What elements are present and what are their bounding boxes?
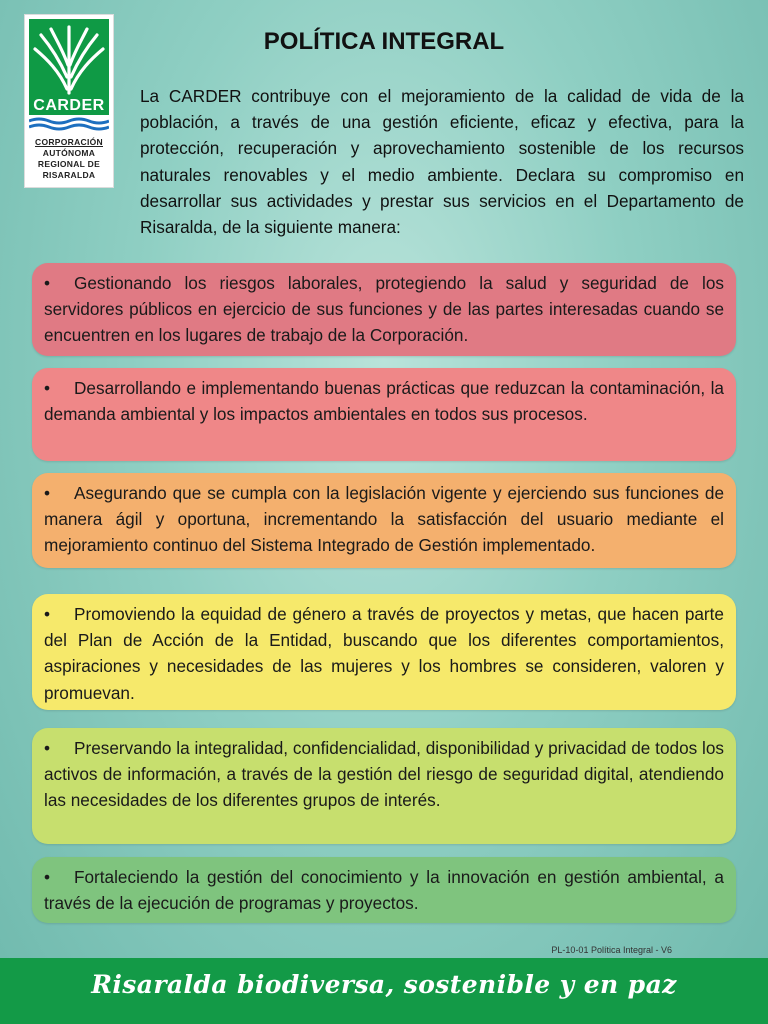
bullet-icon: • <box>44 273 51 293</box>
intro-paragraph: La CARDER contribuye con el mejoramiento de la calidad de vida de la población, a través de una gestión eficiente, eficaz y efectiva, para la protección, recuperación y aprovechamiento sostenible de los recursos naturales renovables y el medio ambiente. Declara su compromiso en desarrollar sus actividades y prestar sus servicios en el Departamento de Risaralda, de la siguiente manera: <box>140 86 744 238</box>
document-code: PL-10-01 Política Integral - V6 <box>551 945 672 955</box>
logo-subtitle-line: RISARALDA <box>42 170 96 180</box>
policy-item-text: Fortaleciendo la gestión del conocimiento y la innovación en gestión ambiental, a través de la ejecución de programas y proyectos. <box>44 867 724 914</box>
policy-item <box>32 368 736 461</box>
bullet-icon: • <box>44 483 51 503</box>
policy-item <box>32 594 736 710</box>
policy-item <box>32 263 736 356</box>
footer-band <box>0 958 768 1024</box>
bullet-icon: • <box>44 867 51 887</box>
logo-subtitle-line: AUTÓNOMA <box>42 148 96 158</box>
policy-item-text: Asegurando que se cumpla con la legislación vigente y ejerciendo sus funciones de manera ágil y oportuna, incrementando la satisfacción del usuario mediante el mejoramiento continuo del Sistema Integrado de Gestión implementado. <box>44 483 724 556</box>
carder-logo <box>24 14 114 188</box>
policy-item-text: Promoviendo la equidad de género a través de proyectos y metas, que hacen parte del Plan de Acción de la Entidad, buscando que los diferentes comportamientos, aspiraciones y necesidades de las mujeres y los hombres se consideren, valoren y promuevan. <box>44 604 724 703</box>
bullet-icon: • <box>44 738 51 758</box>
logo-subtitle <box>29 137 109 181</box>
policy-item <box>32 728 736 844</box>
bullet-icon: • <box>44 604 51 624</box>
page-title: POLÍTICA INTEGRAL <box>263 28 505 55</box>
policy-item-text: Gestionando los riesgos laborales, protegiendo la salud y seguridad de los servidores públicos en ejercicio de sus funciones y de las partes interesadas cuando se encuentren en los lugares de trabajo de la Corporación. <box>44 273 724 346</box>
policy-item <box>32 857 736 923</box>
leaf-emblem-icon <box>29 19 109 99</box>
slogan: Risaralda biodiversa, sostenible y en paz <box>91 970 677 999</box>
logo-wordmark: CARDER <box>29 97 109 115</box>
logo-subtitle-line: REGIONAL DE <box>37 159 101 169</box>
policy-item-text: Desarrollando e implementando buenas prácticas que reduzcan la contaminación, la demanda ambiental y los impactos ambientales en todos sus procesos. <box>44 378 724 425</box>
policy-item <box>32 473 736 568</box>
bullet-icon: • <box>44 378 51 398</box>
policy-item-text: Preservando la integralidad, confidencialidad, disponibilidad y privacidad de todos los activos de información, a través de la gestión del riesgo de seguridad digital, atendiendo las necesidades de los diferentes grupos de interés. <box>44 738 724 811</box>
water-waves-icon <box>29 117 109 133</box>
logo-subtitle-line: CORPORACIÓN <box>35 137 103 147</box>
